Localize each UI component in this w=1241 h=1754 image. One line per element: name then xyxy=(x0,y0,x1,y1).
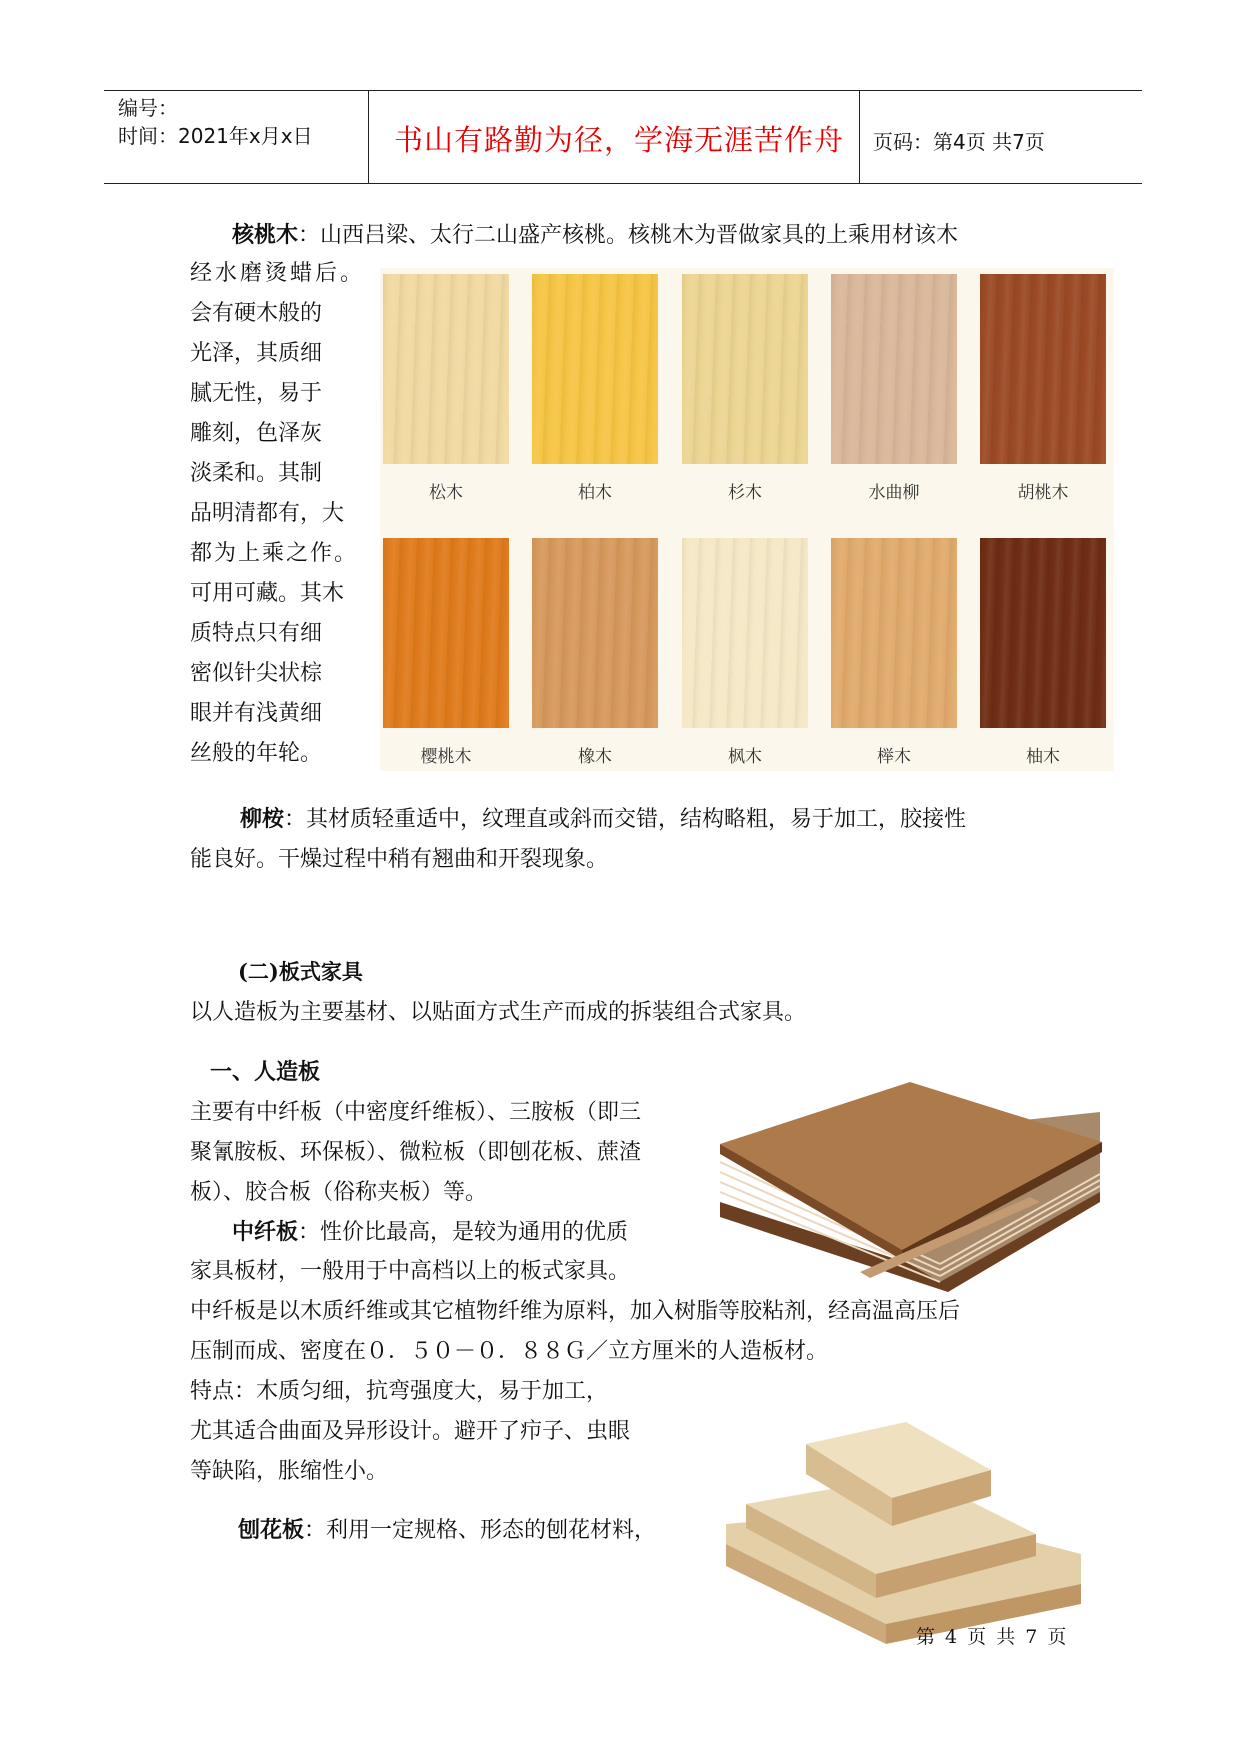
wood-label: 杉木 xyxy=(728,483,762,503)
mdf-board-image xyxy=(710,1082,1110,1292)
wood-label: 枫木 xyxy=(728,747,762,767)
wood-swatch xyxy=(532,274,658,464)
wood-swatch xyxy=(532,538,658,728)
walnut-column-line: 丝般的年轮。 xyxy=(190,741,323,766)
header-divider-right xyxy=(859,90,860,184)
man-made-board-line: 主要有中纤板（中密度纤维板）、三胺板（即三 xyxy=(190,1100,642,1125)
doc-time-label: 时间：2021年x月x日 xyxy=(118,124,313,148)
wood-swatch xyxy=(980,274,1106,464)
walnut-column-line: 经水磨烫蜡后。 xyxy=(190,261,366,286)
willow-paragraph-line xyxy=(240,799,966,840)
wood-swatch xyxy=(980,538,1106,728)
walnut-column-line: 雕刻，色泽灰 xyxy=(190,421,323,446)
particle-line1: ：利用一定规格、形态的刨花材料， xyxy=(304,1518,657,1543)
wood-label: 水曲柳 xyxy=(868,483,920,503)
walnut-column-line: 光泽，其质细 xyxy=(190,341,323,366)
mdf-line2: 家具板材，一般用于中高档以上的板式家具。 xyxy=(190,1259,631,1284)
panel-furniture-desc: 以人造板为主要基材、以贴面方式生产而成的拆装组合式家具。 xyxy=(190,1000,807,1025)
walnut-column-line: 都为上乘之作。 xyxy=(190,541,359,566)
wood-swatch xyxy=(682,274,808,464)
mdf-paragraph-line xyxy=(232,1212,628,1253)
header-page-label: 页码：第4页 共7页 xyxy=(873,130,1045,154)
header-top-rule xyxy=(104,90,1142,91)
wood-swatch xyxy=(831,538,957,728)
mdf-line4: 压制而成、密度在０．５０－０．８８Ｇ／立方厘米的人造板材。 xyxy=(190,1339,829,1364)
wood-label: 橡木 xyxy=(578,747,612,767)
walnut-column-line: 质特点只有细 xyxy=(190,621,323,646)
particle-paragraph-line xyxy=(238,1510,656,1551)
wood-label: 胡桃木 xyxy=(1017,483,1069,503)
section-heading-panel-furniture: (二)板式家具 xyxy=(238,959,363,984)
walnut-column-line: 淡柔和。其制 xyxy=(190,461,323,486)
walnut-column-line: 品明清都有，大 xyxy=(190,501,345,526)
willow-line2: 能良好。干燥过程中稍有翘曲和开裂现象。 xyxy=(190,847,609,872)
mdf-line3: 中纤板是以木质纤维或其它植物纤维为原料，加入树脂等胶粘剂，经高温高压后 xyxy=(190,1299,961,1324)
mdf-term: 中纤板 xyxy=(232,1219,299,1245)
wood-swatch xyxy=(383,538,509,728)
wood-swatch xyxy=(831,274,957,464)
mdf-line7: 等缺陷，胀缩性小。 xyxy=(190,1459,389,1484)
wood-label: 柏木 xyxy=(578,483,612,503)
mdf-line5: 特点：木质匀细，抗弯强度大，易于加工， xyxy=(190,1379,609,1404)
walnut-text-column xyxy=(190,254,380,774)
man-made-board-line: 聚氰胺板、环保板）、微粒板（即刨花板、蔗渣 xyxy=(190,1140,642,1165)
wood-swatch xyxy=(383,274,509,464)
walnut-column-line: 眼并有浅黄细 xyxy=(190,701,323,726)
walnut-column-line: 密似针尖状棕 xyxy=(190,661,323,686)
header-bottom-rule xyxy=(104,183,1142,184)
header-divider-left xyxy=(368,90,369,184)
mdf-line6: 尤其适合曲面及异形设计。避开了疖子、虫眼 xyxy=(190,1419,631,1444)
wood-samples-image xyxy=(380,268,1114,771)
walnut-column-line: 腻无性，易于 xyxy=(190,381,323,406)
wood-swatch xyxy=(682,538,808,728)
mdf-line1: ：性价比最高，是较为通用的优质 xyxy=(298,1220,629,1245)
section-heading-man-made-board: 一、人造板 xyxy=(210,1059,321,1085)
walnut-line1: ：山西吕梁、太行二山盛产核桃。核桃木为晋做家具的上乘用材该木 xyxy=(298,223,959,248)
walnut-column-line: 可用可藏。其木 xyxy=(190,581,345,606)
particle-term: 刨花板 xyxy=(238,1517,305,1543)
wood-label: 柚木 xyxy=(1026,747,1060,767)
wood-label: 松木 xyxy=(429,483,463,503)
footer-page-number: 第 4 页 共 7 页 xyxy=(916,1626,1069,1648)
walnut-paragraph-line xyxy=(232,215,958,256)
wood-label: 榉木 xyxy=(877,747,911,767)
header-motto: 书山有路勤为径，学海无涯苦作舟 xyxy=(394,123,845,157)
willow-line1: ：其材质轻重适中，纹理直或斜而交错，结构略粗，易于加工，胶接性 xyxy=(284,807,967,832)
walnut-term: 核桃木 xyxy=(232,222,299,248)
willow-term: 柳桉 xyxy=(240,806,285,832)
doc-number-label: 编号： xyxy=(118,96,178,120)
walnut-column-line: 会有硬木般的 xyxy=(190,301,323,326)
wood-label: 樱桃木 xyxy=(420,747,472,767)
man-made-board-line: 板）、胶合板（俗称夹板）等。 xyxy=(190,1180,488,1205)
particle-board-image xyxy=(716,1414,1096,1650)
